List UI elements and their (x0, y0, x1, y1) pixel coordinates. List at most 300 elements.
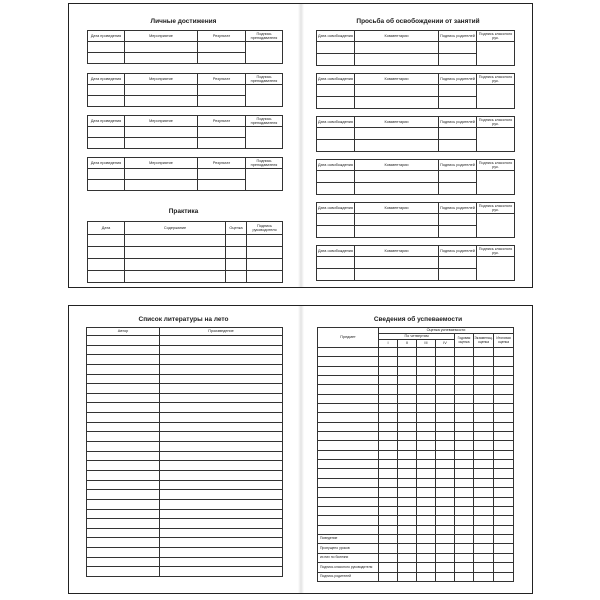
blank-cell (379, 460, 398, 469)
header-row (88, 222, 283, 235)
column-header: Мероприятие (125, 31, 198, 42)
blank-cell (417, 432, 436, 441)
blank-cell (318, 478, 379, 487)
table-row (87, 442, 283, 452)
table-row (87, 548, 283, 558)
blank-cell (318, 422, 379, 431)
column-header: Дата освобождения (317, 117, 355, 128)
blank-cell (439, 226, 477, 238)
page-academic-progress (304, 306, 532, 593)
blank-cell (88, 259, 125, 271)
column-header: Подпись преподавателя (246, 158, 283, 169)
blank-cell (439, 85, 477, 97)
footer-label: из них по болезни (318, 553, 379, 563)
blank-cell (125, 271, 226, 283)
column-header: Подпись классного рук. (477, 203, 515, 214)
blank-cell (398, 497, 417, 506)
blank-cell (494, 469, 514, 478)
blank-cell (439, 171, 477, 183)
signature-cell (477, 257, 515, 281)
blank-cell (160, 490, 283, 500)
blank-cell (318, 394, 379, 403)
blank-cell (436, 385, 455, 394)
blank-cell (436, 534, 455, 544)
blank-cell (455, 376, 474, 385)
blank-cell (87, 384, 160, 394)
blank-cell (436, 488, 455, 497)
blank-cell (87, 461, 160, 471)
blank-cell (436, 357, 455, 366)
blank-cell (494, 357, 514, 366)
blank-cell (417, 534, 436, 544)
achievement-table (87, 157, 283, 191)
blank-cell (494, 376, 514, 385)
exam-header: Экзаменац. оценка (474, 334, 494, 348)
blank-cell (379, 534, 398, 544)
blank-cell (417, 413, 436, 422)
top-spread (68, 3, 533, 288)
blank-cell (318, 413, 379, 422)
blank-cell (125, 247, 226, 259)
quarter-header: II (398, 340, 417, 348)
blank-cell (417, 348, 436, 357)
table-row (318, 441, 514, 450)
blank-cell (417, 385, 436, 394)
blank-cell (88, 180, 125, 191)
blank-cell (379, 394, 398, 403)
blank-cell (379, 506, 398, 515)
exemption-table (316, 202, 515, 238)
blank-cell (474, 422, 494, 431)
blank-cell (379, 563, 398, 573)
blank-cell (317, 85, 355, 97)
blank-cell (88, 138, 125, 149)
blank-cell (379, 432, 398, 441)
blank-cell (355, 97, 439, 109)
blank-cell (455, 422, 474, 431)
blank-cell (125, 180, 198, 191)
blank-cell (474, 404, 494, 413)
table-row (87, 538, 283, 548)
blank-cell (436, 413, 455, 422)
literature-title: Список литературы на лето (138, 316, 229, 323)
blank-cell (198, 85, 246, 96)
blank-cell (439, 54, 477, 66)
blank-cell (198, 169, 246, 180)
practice-table (87, 221, 283, 283)
blank-cell (417, 376, 436, 385)
page-personal-achievements (69, 4, 298, 287)
table-row (318, 422, 514, 431)
blank-cell (436, 422, 455, 431)
blank-cell (379, 450, 398, 459)
blank-cell (198, 96, 246, 107)
column-header: Дата освобождения (317, 31, 355, 42)
column-header: Подпись родителей (439, 160, 477, 171)
blank-cell (455, 385, 474, 394)
blank-cell (226, 259, 247, 271)
blank-cell (379, 376, 398, 385)
column-header: Дата освобождения (317, 203, 355, 214)
table-row (87, 519, 283, 529)
blank-cell (494, 348, 514, 357)
blank-cell (439, 214, 477, 226)
table-row (88, 169, 283, 180)
blank-cell (88, 85, 125, 96)
blank-cell (455, 348, 474, 357)
blank-cell (455, 488, 474, 497)
blank-cell (494, 553, 514, 563)
blank-cell (160, 422, 283, 432)
blank-cell (379, 422, 398, 431)
blank-cell (125, 85, 198, 96)
blank-cell (474, 348, 494, 357)
blank-cell (455, 553, 474, 563)
blank-cell (198, 127, 246, 138)
blank-cell (318, 404, 379, 413)
blank-cell (455, 478, 474, 487)
column-header: Дата освобождения (317, 160, 355, 171)
signature-cell (246, 42, 283, 64)
blank-cell (318, 488, 379, 497)
blank-cell (198, 180, 246, 191)
blank-cell (417, 497, 436, 506)
blank-cell (355, 85, 439, 97)
blank-cell (398, 563, 417, 573)
table-row (318, 376, 514, 385)
blank-cell (88, 169, 125, 180)
table-row (318, 497, 514, 506)
blank-cell (417, 422, 436, 431)
footer-label: Подпись классного руководителя (318, 563, 379, 573)
footer-row (318, 572, 514, 582)
table-row (87, 567, 283, 577)
blank-cell (455, 525, 474, 534)
blank-cell (160, 336, 283, 346)
blank-cell (455, 432, 474, 441)
blank-cell (474, 460, 494, 469)
blank-cell (436, 572, 455, 582)
table-row (318, 460, 514, 469)
blank-cell (455, 413, 474, 422)
blank-cell (494, 432, 514, 441)
blank-cell (474, 488, 494, 497)
blank-cell (318, 525, 379, 534)
blank-cell (494, 488, 514, 497)
table-row (87, 480, 283, 490)
table-row (87, 470, 283, 480)
column-header: Автор (87, 328, 160, 336)
blank-cell (474, 366, 494, 375)
grades-table (317, 327, 514, 582)
blank-cell (318, 385, 379, 394)
blank-cell (398, 404, 417, 413)
blank-cell (379, 385, 398, 394)
blank-cell (436, 506, 455, 515)
blank-cell (398, 553, 417, 563)
blank-cell (87, 557, 160, 567)
blank-cell (474, 394, 494, 403)
blank-cell (417, 506, 436, 515)
blank-cell (455, 469, 474, 478)
header-row (88, 74, 283, 85)
blank-cell (398, 394, 417, 403)
blank-cell (474, 534, 494, 544)
blank-cell (398, 385, 417, 394)
achievement-table (87, 73, 283, 107)
blank-cell (355, 42, 439, 54)
blank-cell (317, 42, 355, 54)
blank-cell (317, 140, 355, 152)
blank-cell (494, 478, 514, 487)
literature-table (86, 327, 283, 577)
blank-cell (160, 509, 283, 519)
blank-cell (474, 376, 494, 385)
blank-cell (355, 128, 439, 140)
blank-cell (398, 432, 417, 441)
blank-cell (455, 516, 474, 525)
quarter-header: I (379, 340, 398, 348)
blank-cell (455, 441, 474, 450)
blank-cell (398, 450, 417, 459)
blank-cell (379, 478, 398, 487)
blank-cell (436, 553, 455, 563)
blank-cell (417, 460, 436, 469)
blank-cell (160, 480, 283, 490)
blank-cell (88, 127, 125, 138)
blank-cell (379, 572, 398, 582)
blank-cell (494, 525, 514, 534)
blank-cell (474, 469, 494, 478)
blank-cell (494, 450, 514, 459)
footer-row (318, 563, 514, 573)
blank-cell (398, 478, 417, 487)
blank-cell (318, 497, 379, 506)
blank-cell (88, 53, 125, 64)
blank-cell (355, 257, 439, 269)
column-header: Дата (88, 222, 125, 235)
blank-cell (87, 470, 160, 480)
blank-cell (417, 366, 436, 375)
table-row (87, 393, 283, 403)
header-row (317, 74, 515, 85)
column-header: Результат (198, 116, 246, 127)
blank-cell (417, 450, 436, 459)
blank-cell (398, 469, 417, 478)
blank-cell (160, 442, 283, 452)
table-row (318, 413, 514, 422)
column-header: Мероприятие (125, 158, 198, 169)
blank-cell (88, 235, 125, 247)
blank-cell (439, 97, 477, 109)
blank-cell (87, 490, 160, 500)
blank-cell (417, 572, 436, 582)
blank-cell (318, 357, 379, 366)
blank-cell (318, 376, 379, 385)
practice-title: Практика (168, 208, 199, 215)
column-header: Подпись классного рук. (477, 31, 515, 42)
blank-cell (87, 374, 160, 384)
exemption-title: Просьба об освобождении от занятий (356, 18, 480, 25)
quarters-header: По четвертям (379, 334, 455, 340)
table-row (87, 355, 283, 365)
blank-cell (379, 469, 398, 478)
blank-cell (160, 567, 283, 577)
blank-cell (398, 422, 417, 431)
blank-cell (436, 404, 455, 413)
blank-cell (474, 525, 494, 534)
header-row (317, 31, 515, 42)
table-row (87, 557, 283, 567)
exemption-table (316, 73, 515, 109)
blank-cell (160, 548, 283, 558)
blank-cell (198, 42, 246, 53)
blank-cell (436, 441, 455, 450)
blank-cell (355, 269, 439, 281)
blank-cell (87, 499, 160, 509)
blank-cell (355, 171, 439, 183)
blank-cell (379, 348, 398, 357)
table-row (317, 42, 515, 54)
blank-cell (355, 226, 439, 238)
exemption-table (316, 30, 515, 66)
blank-cell (198, 53, 246, 64)
blank-cell (398, 525, 417, 534)
table-row (87, 336, 283, 346)
blank-cell (317, 214, 355, 226)
exemption-table (316, 116, 515, 152)
column-header: Подпись родителей (439, 117, 477, 128)
table-row (87, 509, 283, 519)
blank-cell (88, 42, 125, 53)
table-row (318, 469, 514, 478)
column-header: Подпись классного рук. (477, 246, 515, 257)
blank-cell (455, 357, 474, 366)
blank-cell (379, 366, 398, 375)
blank-cell (317, 171, 355, 183)
blank-cell (455, 572, 474, 582)
blank-cell (125, 42, 198, 53)
blank-cell (398, 348, 417, 357)
blank-cell (318, 516, 379, 525)
blank-cell (436, 394, 455, 403)
column-header: Дата освобождения (317, 246, 355, 257)
blank-cell (318, 469, 379, 478)
blank-cell (436, 497, 455, 506)
blank-cell (436, 432, 455, 441)
blank-cell (318, 366, 379, 375)
blank-cell (474, 516, 494, 525)
blank-cell (198, 138, 246, 149)
blank-cell (455, 563, 474, 573)
table-row (318, 357, 514, 366)
table-row (87, 403, 283, 413)
blank-cell (355, 54, 439, 66)
blank-cell (398, 376, 417, 385)
footer-label: Поведение (318, 534, 379, 544)
blank-cell (436, 525, 455, 534)
table-row (87, 364, 283, 374)
blank-cell (318, 432, 379, 441)
signature-cell (477, 171, 515, 195)
column-header: Подпись классного рук. (477, 160, 515, 171)
annual-header: Годовая оценка (455, 334, 474, 348)
final-header: Итоговая оценка (494, 334, 514, 348)
blank-cell (160, 432, 283, 442)
table-row (318, 404, 514, 413)
table-row (88, 127, 283, 138)
blank-cell (398, 544, 417, 554)
header-row (317, 246, 515, 257)
table-row (87, 432, 283, 442)
column-header: Подпись преподавателя (246, 116, 283, 127)
blank-cell (160, 393, 283, 403)
header-row (88, 31, 283, 42)
blank-cell (87, 393, 160, 403)
blank-cell (494, 563, 514, 573)
table-row (317, 171, 515, 183)
blank-cell (494, 413, 514, 422)
blank-cell (439, 42, 477, 54)
grades-title: Сведения об успеваемости (373, 316, 463, 323)
header-row (317, 117, 515, 128)
blank-cell (494, 394, 514, 403)
blank-cell (88, 247, 125, 259)
exemption-table (316, 245, 515, 281)
blank-cell (318, 506, 379, 515)
blank-cell (474, 497, 494, 506)
blank-cell (474, 544, 494, 554)
blank-cell (379, 404, 398, 413)
blank-cell (355, 183, 439, 195)
table-row (88, 235, 283, 247)
blank-cell (379, 516, 398, 525)
blank-cell (87, 364, 160, 374)
quarter-header: III (417, 340, 436, 348)
blank-cell (379, 413, 398, 422)
blank-cell (474, 478, 494, 487)
achievements-title: Личные достижения (150, 18, 217, 25)
blank-cell (87, 403, 160, 413)
page-exemption-requests (304, 4, 532, 287)
blank-cell (417, 441, 436, 450)
blank-cell (379, 553, 398, 563)
signature-cell (477, 214, 515, 238)
footer-row (318, 534, 514, 544)
blank-cell (436, 450, 455, 459)
blank-cell (474, 572, 494, 582)
achievement-table (87, 115, 283, 149)
blank-cell (87, 336, 160, 346)
blank-cell (455, 497, 474, 506)
blank-cell (455, 394, 474, 403)
blank-cell (87, 519, 160, 529)
blank-cell (160, 413, 283, 423)
table-row (88, 247, 283, 259)
header-row (317, 203, 515, 214)
table-row (88, 85, 283, 96)
header-row (88, 158, 283, 169)
blank-cell (379, 441, 398, 450)
blank-cell (247, 259, 283, 271)
blank-cell (125, 53, 198, 64)
blank-cell (417, 525, 436, 534)
column-header: Подпись преподавателя (246, 74, 283, 85)
blank-cell (125, 96, 198, 107)
blank-cell (398, 357, 417, 366)
header-row (87, 328, 283, 336)
blank-cell (455, 404, 474, 413)
